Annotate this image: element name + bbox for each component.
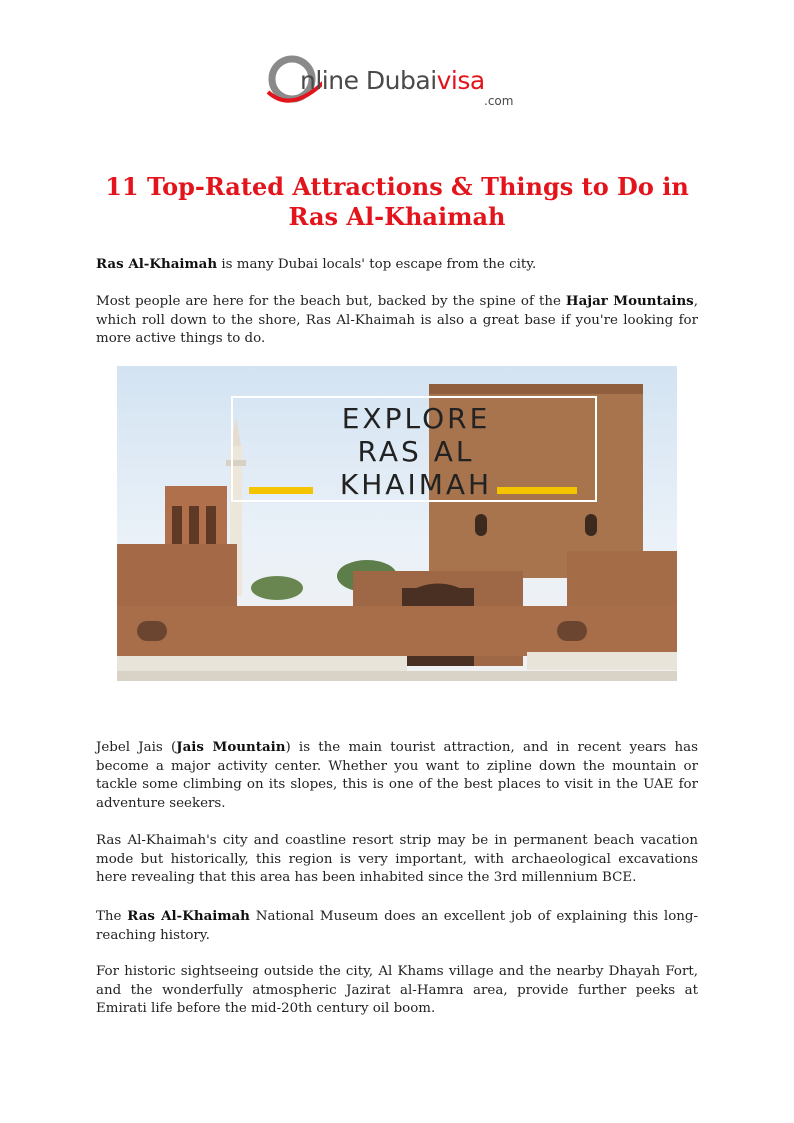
- intro-bold: Ras Al-Khaimah: [96, 256, 218, 272]
- paragraph-sightseeing: For historic sightseeing outside the city, Al Khams village and the nearby Dhayah Fort, and the wonderfully atmospheric Jazirat al-Hamra area, provide further peeks at Emirati life before the mid-20th century oil boom.: [96, 964, 698, 1016]
- museum-bold: Ras Al-Khaimah: [127, 908, 250, 924]
- caption-line-3: KHAIMAH: [339, 468, 493, 501]
- paragraph-museum: The Ras Al-Khaimah National Museum does an excellent job of explaining this long-reaching history.: [96, 908, 698, 943]
- jais-bold: Jais Mountain: [176, 739, 286, 755]
- hero-image: [117, 366, 677, 681]
- caption-line-1: EXPLORE: [341, 402, 491, 435]
- logo-domain: .com: [484, 94, 514, 108]
- paragraph-jebel-jais: Jebel Jais (Jais Mountain) is the main tourist attraction, and in recent years has become a major activity center. Whether you want to zipline down the mountain or tackle some climbing on its slopes, this is one of the best places to visit in the UAE for adventure seekers.: [96, 739, 698, 811]
- caption-line-2: RAS AL: [357, 435, 475, 468]
- hajar-bold: Hajar Mountains: [565, 293, 694, 309]
- page-title: 11 Top-Rated Attractions & Things to Do in Ras Al-Khaimah: [105, 172, 689, 231]
- paragraph-history: Ras Al-Khaimah's city and coastline resort strip may be in permanent beach vacation mode but historically, this region is very important, with archaeological excavations here revealing that this area has been inhabited since the 3rd millennium BCE.: [96, 833, 698, 885]
- intro-paragraph: Ras Al-Khaimah is many Dubai locals' top escape from the city.: [96, 256, 537, 272]
- paragraph-hajar: Most people are here for the beach but, backed by the spine of the Hajar Mountains, which roll down to the shore, Ras Al-Khaimah is also a great base if you're looking for more active things to do.: [96, 293, 698, 346]
- logo-wordmark: nline Dubaivisa: [300, 66, 485, 95]
- image-caption-frame: [231, 396, 597, 502]
- site-logo[interactable]: [262, 52, 532, 114]
